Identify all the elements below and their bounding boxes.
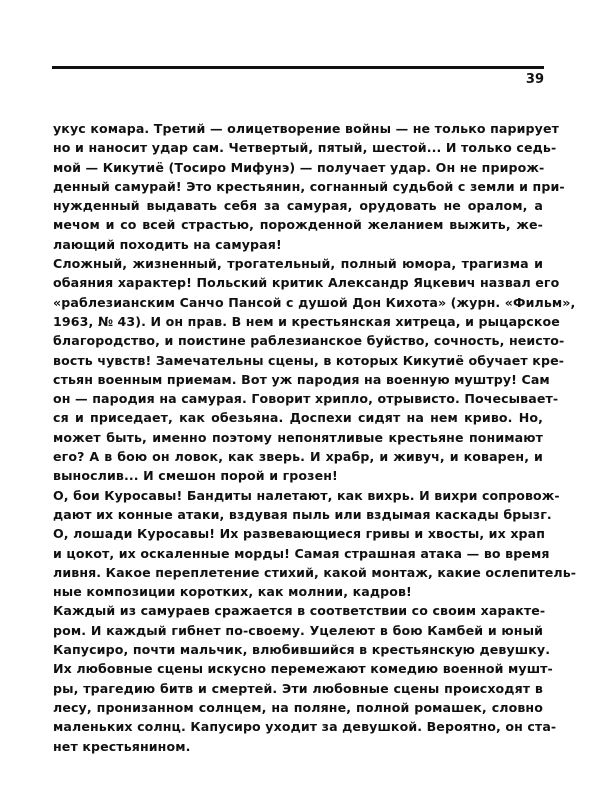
text-line: лающий походить на самурая! [53,236,282,252]
text-line: Сложный, жизненный, трогательный, полный юмора, трагизма и [53,256,543,272]
text-line: О, бои Куросавы! Бандиты налетают, как вихрь. И вихри сопровож- [53,487,560,503]
text-line: Капусиро, почти мальчик, влюбившийся в крестьянскую девушку. [53,642,551,658]
text-line: дают их конные атаки, вздувая пыль или вздымая каскады брызг. [53,506,552,522]
header-rule [52,66,544,69]
text-line: его? А в бою он ловок, как зверь. И храбр, и живуч, и коварен, и [53,449,543,465]
paragraph [53,486,577,602]
paragraph [53,119,565,254]
paragraph [53,254,576,486]
text-line: вынослив... И смешон порой и грозен! [53,468,338,484]
text-line: О, лошади Куросавы! Их развевающиеся гривы и хвосты, их храп [53,526,546,542]
text-line: маленьких солнц. Капусиро уходит за девушкой. Вероятно, он ста- [53,719,557,735]
text-line: он — пародия на самурая. Говорит хрипло, отрывисто. Почесывает- [53,391,559,407]
paragraph [53,601,557,755]
body-text [53,119,577,756]
text-line: стьян военным приемам. Вот уж пародия на военную муштру! Сам [53,371,550,387]
text-line: денный самурай! Это крестьянин, согнанный судьбой с земли и при- [53,178,565,194]
text-line: обаяния характер! Польский критик Александр Яцкевич назвал его [53,275,560,291]
text-line: мечом и со всей страстью, порожденной желанием выжить, же- [53,217,543,233]
text-line: Каждый из самураев сражается в соответствии со своим характе- [53,603,546,619]
page-number: 39 [525,72,544,87]
text-line: может быть, именно поэтому непонятливые крестьяне понимают [53,429,543,445]
text-line: но и наносит удар сам. Четвертый, пятый, шестой... И только седь- [53,140,557,156]
text-line: ные композиции коротких, как молнии, кадров! [53,584,412,600]
text-line: 1963, № 43). И он прав. В нем и крестьянская хитреца, и рыцарское [53,313,560,329]
text-line: и цокот, их оскаленные морды! Самая страшная атака — во время [53,545,550,561]
text-line: «раблезианским Санчо Пансой с душой Дон Кихота» (журн. «Фильм», [53,294,576,310]
text-line: мой — Кикутиё (Тосиро Мифунэ) — получает удар. Он не прирож- [53,159,545,175]
text-line: укус комара. Третий — олицетворение войны — не только парирует [53,121,560,136]
text-line: лесу, пронизанном солнцем, на поляне, полной ромашек, словно [53,699,543,715]
text-line: ливня. Какое переплетение стихий, какой монтаж, какие ослепитель- [53,564,577,580]
text-line: благородство, и поистине раблезианское буйство, сочность, неисто- [53,333,565,349]
text-line: ры, трагедию битв и смертей. Эти любовные сцены происходят в [53,680,543,696]
text-line: нужденный выдавать себя за самурая, орудовать не оралом, а [53,198,543,214]
text-line: ся и приседает, как обезьяна. Доспехи сидят на нем криво. Но, [53,410,543,426]
text-line: нет крестьянином. [53,738,191,754]
text-line: вость чувств! Замечательны сцены, в которых Кикутиё обучает кре- [53,352,565,368]
text-line: Их любовные сцены искусно перемежают комедию военной мушт- [53,661,553,677]
text-line: ром. И каждый гибнет по-своему. Уцелеют в бою Камбей и юный [53,622,543,638]
